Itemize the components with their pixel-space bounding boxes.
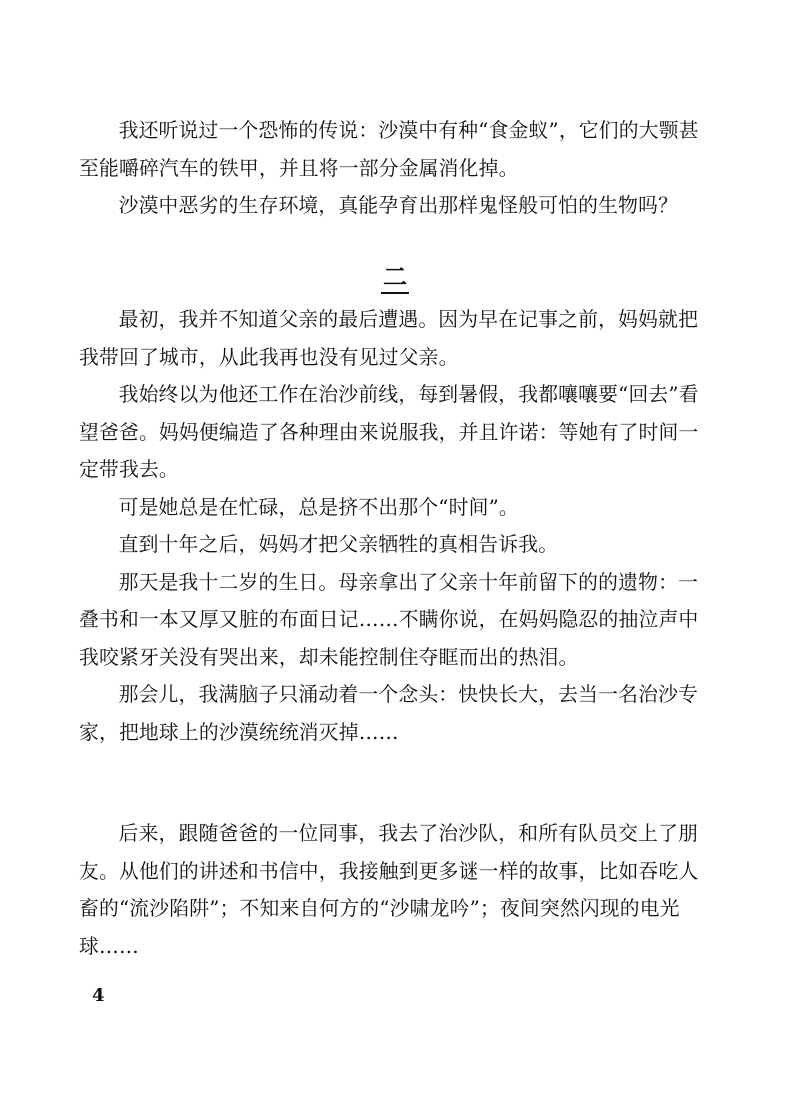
paragraph: 直到十年之后，妈妈才把父亲牺牲的真相告诉我。 — [118, 533, 559, 556]
text-block-intro — [79, 112, 704, 225]
text-block-section-two — [79, 301, 704, 751]
paragraph: 最初，我并不知道父亲的最后遭遇。因为早在记事之前，妈妈就把我带回了城市，从此我再也没有见过父亲。 — [79, 308, 699, 369]
paragraph: 可是她总是在忙碌，总是挤不出那个“时间”。 — [118, 495, 519, 519]
section-heading-text: 二 — [381, 262, 409, 294]
paragraph: 我始终以为他还工作在治沙前线，每到暑假，我都嚷嚷要“回去”看望爸爸。妈妈便编造了各种理由来说服我，并且许诺：等她有了时间一定带我去。 — [79, 383, 699, 481]
section-heading — [0, 262, 790, 294]
paragraph: 沙漠中恶劣的生存环境，真能孕育出那样鬼怪般可怕的生物吗？ — [118, 194, 679, 217]
paragraph: 我还听说过一个恐怖的传说：沙漠中有种“食金蚁”，它们的大颚甚至能嚼碎汽车的铁甲，并且将一部分金属消化掉。 — [79, 119, 699, 180]
paragraph: 那天是我十二岁的生日。母亲拿出了父亲十年前留下的的遗物：一叠书和一本又厚又脏的布面日记……不瞒你说，在妈妈隐忍的抽泣声中我咬紧牙关没有哭出来，却未能控制住夺眶而出的热泪。 — [79, 570, 699, 669]
page-number: 4 — [92, 985, 105, 1006]
paragraph: 那会儿，我满脑子只涌动着一个念头：快快长大，去当一名治沙专家，把地球上的沙漠统统消灭掉…… — [79, 683, 699, 744]
text-block-later — [79, 815, 704, 965]
paragraph: 后来，跟随爸爸的一位同事，我去了治沙队，和所有队员交上了朋友。从他们的讲述和书信中，我接触到更多谜一样的故事，比如吞吃人畜的“流沙陷阱”；不知来自何方的“沙啸龙吟”；夜间突然闪现的电光球…… — [79, 822, 699, 958]
